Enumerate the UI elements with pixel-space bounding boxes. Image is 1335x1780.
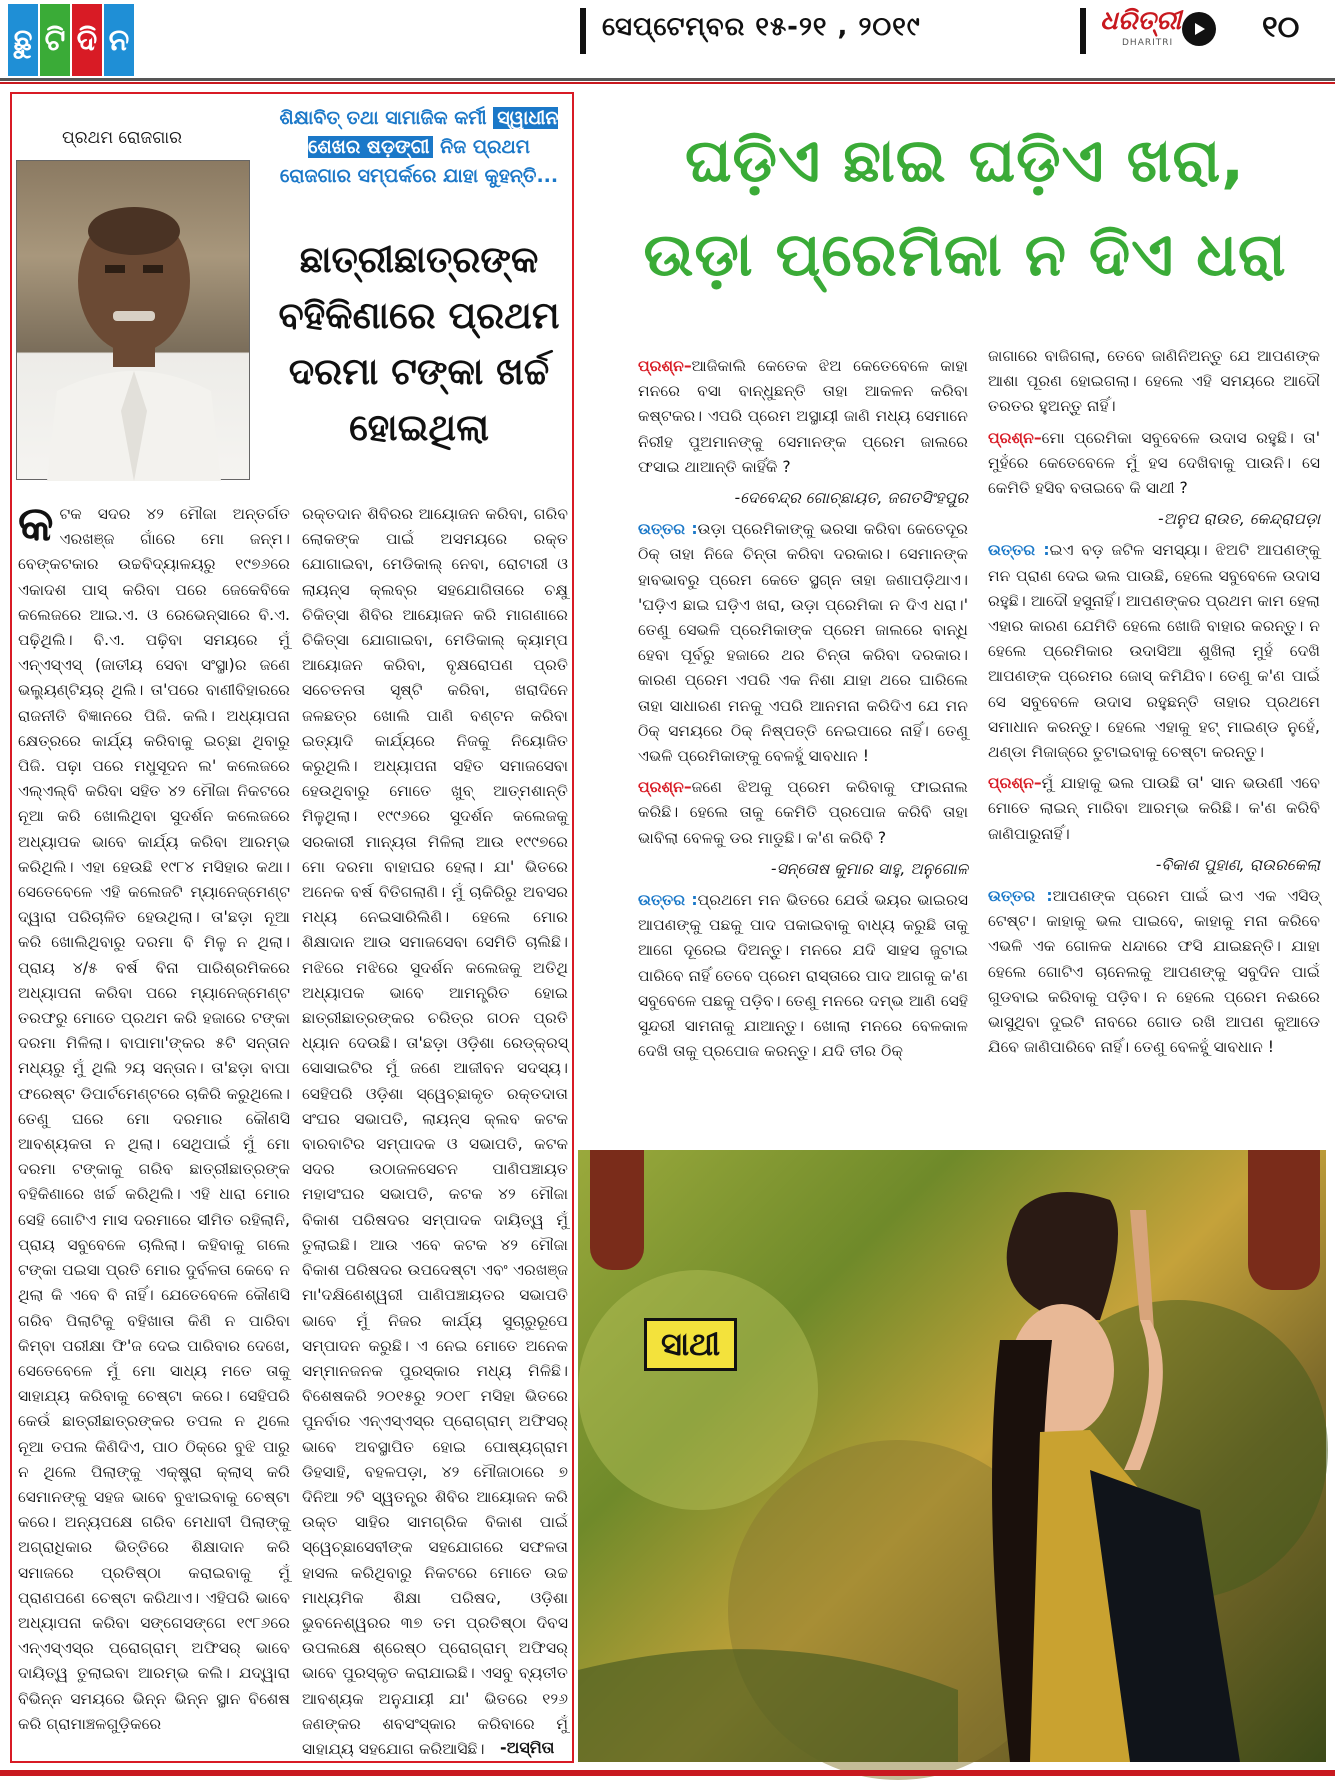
question-label: ପ୍ରଶ୍ନ– <box>638 778 692 797</box>
qa-text: ପ୍ରଥମେ ମନ ଭିତରେ ଯେଉଁ ଭୟର ଭାଇରସ ଆପଣଙ୍କୁ ପଛକୁ ପାଦ ପକାଇବାକୁ ବାଧ୍ୟ କରୁଛି ତାକୁ ଆଗେ ଦୂରେଇ ଦିଅନ୍ତୁ। ମନରେ ଯଦି ସାହସ ଜୁଟାଇ ପାରିବେ ନାହିଁ ତେବେ ପ୍ରେମ ରାସ୍ତାରେ ପାଦ ଆଗକୁ କ'ଣ ସବୁବେଳେ ପଛକୁ ପଡ଼ିବ। ତେଣୁ ମନରେ ଦମ୍ଭ ଆଣି ସେହି ସୁନ୍ଦରୀ ସାମନାକୁ ଯାଆନ୍ତୁ। ଖୋଲା ମନରେ ବେଳକାଳ ଦେଖି ତାକୁ ପ୍ରପୋଜ କରନ୍ତୁ। ଯଦି ତୀର ଠିକ୍‌ <box>638 891 968 1061</box>
qa-text: ଉଡ଼ା ପ୍ରେମିକାଙ୍କୁ ଭରସା କରିବା କେତେଦୂର ଠିକ୍‌ ତାହା ନିଜେ ଚିନ୍ତା କରିବା ଦରକାର। ସେମାନଙ୍କ ହାବଭାବରୁ ପ୍ରେମ କେତେ ସ୍ଥଗ୍ନ ତାହା ଜଣାପଡ଼ିଥାଏ। 'ଘଡ଼ିଏ ଛାଇ ଘଡ଼ିଏ ଖରା, ଉଡ଼ା ପ୍ରେମିକା ନ ଦିଏ ଧରା।' ତେଣୁ ସେଭଳି ପ୍ରେମିକାଙ୍କ ପ୍ରେମ ଜାଲରେ ବାନ୍ଧି ହେବା ପୂର୍ବରୁ ହଜାରେ ଥର ଚିନ୍ତା କରିବା ଦରକାର। କାରଣ ପ୍ରେମ ଏପରି ଏକ ନିଶା ଯାହା ଥରେ ଘାରିଲେ ତାହା ସାଧାରଣ ମନକୁ ଏପରି ଆନମନା କରିଦିଏ ଯେ ମନ ଠିକ୍‌ ସମୟରେ ଠିକ୍‌ ନିଷ୍ପତ୍ତି ନେଇପାରେ ନାହିଁ। ତେଣୁ ଏଭଳି ପ୍ରେମିକାଙ୍କୁ ବେଳହୁଁ ସାବଧାନ ! <box>638 520 968 766</box>
play-triangle <box>1190 20 1208 38</box>
qa-entry <box>638 775 968 851</box>
qa-headline <box>600 114 1330 302</box>
play-icon <box>1182 12 1216 46</box>
author-portrait <box>16 160 250 480</box>
question-byline: -ଅନୁପ ରାଉତ, କେନ୍ଦ୍ରାପଡ଼ା <box>1158 510 1320 529</box>
qa-entry <box>638 517 968 769</box>
section-masthead <box>8 4 134 76</box>
question-byline: -ସନ୍ତୋଷ କୁମାର ସାହୁ, ଅନୁଗୋଳ <box>770 859 968 878</box>
qa-entry <box>988 538 1320 765</box>
qa-entry <box>988 426 1320 502</box>
qa-entry <box>638 888 968 1064</box>
qa-text: ଜାଗାରେ ବାଜିଗଲା, ତେବେ ଜାଣିନିଅନ୍ତୁ ଯେ ଆପଣଙ୍କ ଆଶା ପୂରଣ ହୋଇଗଲା। ହେଲେ ଏହି ସମୟରେ ଆଦୌ ତରତର ହୁଅନ୍ତୁ ନାହିଁ। <box>988 347 1320 416</box>
answer-label: ଉତ୍ତର : <box>638 891 698 910</box>
answer-label: ଉତ୍ତର : <box>988 887 1053 906</box>
story-headline: ଛାତ୍ରୀଛାତ୍ରଙ୍କ ବହିକିଣାରେ ପ୍ରଥମ ଦରମା ଟଙ୍କା ଖର୍ଚ୍ଚ ହୋଇଥିଲା <box>278 238 560 449</box>
decor-pot <box>1248 1150 1320 1290</box>
portrait-illustration <box>17 161 251 481</box>
qa-text: ଆପଣଙ୍କ ପ୍ରେମ ପାଇଁ ଇଏ ଏକ ଏସିଡ୍‌ ଟେଷ୍ଟ। କାହାକୁ ଭଲ ପାଇବେ, କାହାକୁ ମନା କରିବେ ଏଭଳି ଏକ ଗୋଳକ ଧନ୍ଦାରେ ଫସି ଯାଇଛନ୍ତି। ଯାହା ହେଲେ ଗୋଟିଏ ଚାନେଲକୁ ଆପଣଙ୍କୁ ସବୁଦିନ ପାଇଁ ଗୁଡବାଇ କରିବାକୁ ପଡ଼ିବ। ନ ହେଲେ ପ୍ରେମ ନଈରେ ଭାସୁଥିବା ଦୁଇଟି ନାବରେ ଗୋଡ ରଖି ଆପଣ କୁଆଡେ ଯିବେ ଜାଣିପାରିବେ ନାହିଁ। ତେଣୁ ବେଳହୁଁ ସାବଧାନ ! <box>988 887 1320 1057</box>
qa-text: ଇଏ ବଡ଼ ଜଟିଳ ସମସ୍ୟା। ଝିଅଟି ଆପଣଙ୍କୁ ମନ ପ୍ରାଣ ଦେଇ ଭଲ ପାଉଛି, ହେଲେ ସବୁବେଳେ ଉଦାସ ରହୁଛି। ଆଦୌ ହସୁନାହିଁ। ଆପଣଙ୍କର ପ୍ରଥମ କାମ ହେଲା ଏହାର କାରଣ ଯେମିତି ହେଲେ ଖୋଜି ବାହାର କରନ୍ତୁ। ନ ହେଲେ ପ୍ରେମିକାର ଉଦାସିଆ ଶୁଖିଲା ମୁହଁ ଦେଖି ଆପଣଙ୍କ ପ୍ରେମର ଜୋସ୍‌ କମିଯିବ। ତେଣୁ କ'ଣ ପାଇଁ ସେ ସବୁବେଳେ ଉଦାସ ରହୁଛନ୍ତି ତାହାର ପ୍ରଥମେ ସମାଧାନ କରନ୍ତୁ। ହେଲେ ଏହାକୁ ହଟ୍‌ ମାଇଣ୍ଡ ନୁହେଁ, ଥଣ୍ଡା ମିଜାଜ୍‌ରେ ତୁଟାଇବାକୁ ଚେଷ୍ଟା କରନ୍ତୁ। <box>988 541 1320 762</box>
header-divider <box>1080 8 1086 54</box>
issue-date: ସେପ୍ଟେମ୍ବର ୧୫-୨୧ , ୨୦୧୯ <box>602 12 921 42</box>
intro-text: ଶିକ୍ଷାବିତ୍‌ ତଥା ସାମାଜିକ କର୍ମୀ <box>279 107 487 129</box>
masthead-letter: ଦି <box>72 4 102 76</box>
story-text: ଟକ ସଦର ୪୨ ମୌଜା ଅନ୍ତର୍ଗତ ଏରଖଞ୍ଜ ଗାଁରେ ମୋ ଜନ୍ମ। ବେଙ୍କଟକାର ଉଚ୍ଚବିଦ୍ୟାଳୟରୁ ୧୯୭୬ରେ ଏକାଦଶ ପାସ୍‌ କରିବା ପରେ ଜେକେବିକେ କଲେଜରେ ଆଇ.ଏ. ଓ ରେଭେନ୍ସାରେ ବି.ଏ. ପଢ଼ିଥିଲି। ବି.ଏ. ପଢ଼ିବା ସମୟରେ ମୁଁ ଏନ୍‌ଏସ୍‌ଏସ୍‌ (ଜାତୀୟ ସେବା ସଂସ୍ଥା)ର ଜଣେ ଭଲ୍ୟୁଣ୍ଟିୟର୍‌ ଥିଲି। ତା'ପରେ ବାଣୀବିହାରରେ ରାଜନୀତି ବିଜ୍ଞାନରେ ପିଜି. କଲି। ଅଧ୍ୟାପନା କ୍ଷେତ୍ରରେ କାର୍ଯ୍ୟ କରିବାକୁ ଇଚ୍ଛା ଥିବାରୁ ପିଜି. ପଢ଼ା ପରେ ମଧୁସୂଦନ ଲ' କଲେଜରେ ଏଲ୍‌ଏଲ୍‌ବି କରିବା ସହିତ ୪୨ ମୌଜା ନିକଟରେ ନୂଆ କରି ଖୋଲିଥିବା ସୁଦର୍ଶନ କଲେଜରେ ଅଧ୍ୟାପକ ଭାବେ କାର୍ଯ୍ୟ କରିବା ଆରମ୍ଭ କରିଥିଲି। ଏହା ହେଉଛି ୧୯୮୪ ମସିହାର କଥା। ସେତେବେଳେ ଏହି କଲେଜଟି ମ୍ୟାନେଜ୍‌ମେଣ୍ଟ ଦ୍ୱାରା ପରିଚାଳିତ ହେଉଥିଲା। ତା'ଛଡ଼ା ନୂଆ କରି ଖୋଲିଥିବାରୁ ଦରମା ବି ମିଳୁ ନ ଥିଲା। ପ୍ରାୟ ୪/୫ ବର୍ଷ ବିନା ପାରିଶ୍ରମିକରେ ଅଧ୍ୟାପନା କରିବା ପରେ ମ୍ୟାନେଜ୍‌ମେଣ୍ଟ ତରଫରୁ ମୋତେ ପ୍ରଥମ କରି ହଜାରେ ଟଙ୍କା ଦରମା ମିଳିଲା। ବାପାମା'ଙ୍କର ୫ଟି ସନ୍ତାନ ମଧ୍ୟରୁ ମୁଁ ଥିଲି ୨ୟ ସନ୍ତାନ। ତା'ଛଡ଼ା ବାପା ଫରେଷ୍ଟ ଡିପାର୍ଟମେଣ୍ଟରେ ଚାକିରି କରୁଥିଲେ। ତେଣୁ ଘରେ ମୋ ଦରମାର କୌଣସି ଆବଶ୍ୟକତା ନ ଥିଲା। ସେଥିପାଇଁ ମୁଁ ମୋ ଦରମା ଟଙ୍କାକୁ ଗରିବ ଛାତ୍ରୀଛାତ୍ରଙ୍କ ବହିକିଣାରେ ଖର୍ଚ୍ଚ କରିଥିଲି। ଏହି ଧାରା ମୋର ସେହି ଗୋଟିଏ ମାସ ଦରମାରେ ସୀମିତ ରହିଲାନି, ପ୍ରାୟ ସବୁବେଳେ ଚାଲିଲା। କହିବାକୁ ଗଲେ ଟଙ୍କା ପଇସା ପ୍ରତି ମୋର ଦୁର୍ବଳତା କେବେ ନ ଥିଲା କି ଏବେ ବି ନାହିଁ। ଯେତେବେଳେ କୌଣସି ଗରିବ ପିଲାଟିକୁ ବହିଖାତା କିଣି ନ ପାରିବା କିମ୍ବା ପରୀକ୍ଷା ଫି'ଜ ଦେଇ ପାରିବାର ଦେଖେ, ସେତେବେଳେ ମୁଁ ମୋ ସାଧ୍ୟ ମତେ ତାକୁ ସାହାଯ୍ୟ କରିବାକୁ ଚେଷ୍ଟା କରେ। ସେହିପରି କେଉଁ ଛାତ୍ରୀଛାତ୍ରଙ୍କର ତପଲ ନ ଥିଲେ ନୂଆ ତପଲ କିଣିଦିଏ, ପାଠ ଠିକ୍‌ରେ ବୁଝି ପାରୁ ନ ଥିଲେ ପିଲାଙ୍କୁ ଏକ୍‌ଷ୍ଟ୍ରା କ୍ଲାସ୍‌ କରି ସେମାନଙ୍କୁ ସହଜ ଭାବେ ବୁଝାଇବାକୁ ଚେଷ୍ଟା କରେ। ଅନ୍ୟପକ୍ଷେ ଗରିବ ମେଧାବୀ ପିଲାଙ୍କୁ ଅଗ୍ରାଧିକାର ଭିତ୍ତିରେ ଶିକ୍ଷାଦାନ କରି ସମାଜରେ ପ୍ରତିଷ୍ଠା କରାଇବାକୁ ମୁଁ ପ୍ରାଣପଣେ ଚେଷ୍ଟା କରିଥାଏ। ଏହିପରି ଭାବେ ଅଧ୍ୟାପନା କରିବା ସଙ୍ଗେସଙ୍ଗେ ୧୯୮୬ରେ ଏନ୍‌ଏସ୍‌ଏସ୍‌ର ପ୍ରୋଗ୍ରାମ୍‌ ଅଫିସର୍‌ ଭାବେ ଦାୟିତ୍ୱ ତୁଲାଇବା ଆରମ୍ଭ କଲି। ଯଦ୍ୱାରା ବିଭିନ୍ନ ସମୟରେ ଭିନ୍ନ ଭିନ୍ନ ସ୍ଥାନ ବିଶେଷ କରି ଗ୍ରାମାଞ୍ଚଳଗୁଡ଼ିକରେ <box>18 505 290 1733</box>
question-byline: -ବିକାଶ ପୁହାଣ, ରାଉରକେଲା <box>1155 855 1320 874</box>
question-byline: -ଦେବେନ୍ଦ୍ର ଗୋଚ୍ଛାୟତ, ଜଗତସିଂହପୁର <box>734 489 968 508</box>
qa-column-1 <box>638 354 968 1094</box>
qa-text: ମୋ ପ୍ରେମିକା ସବୁବେଳେ ଉଦାସ ରହୁଛି। ତା' ମୁହଁରେ କେତେବେଳେ ମୁଁ ହସ ଦେଖିବାକୁ ପାଉନି। ସେ କେମିତି ହସିବ ବତାଇବେ କି ସାଥୀ ? <box>988 428 1320 498</box>
story-column-1 <box>18 496 290 1762</box>
masthead-letter: ନ <box>104 4 134 76</box>
qa-entry <box>988 771 1320 847</box>
drop-cap: କ <box>18 496 54 552</box>
question-label: ପ୍ରଶ୍ନ– <box>988 774 1042 793</box>
qa-column-2 <box>988 344 1320 1084</box>
qa-text: ଜଣେ ଝିଅକୁ ପ୍ରେମ କରିବାକୁ ଫାଇନାଲ କରିଛି। ହେଲେ ତାକୁ କେମିତି ପ୍ରପୋଜ କରିବି ତାହା ଭାବିଲା ବେଳକୁ ଡର ମାଡୁଛି। କ'ଣ କରିବି ? <box>638 778 968 847</box>
intro-person-name: ସ୍ୱାଧୀନ ଶେଖର ଷଡ଼ଙ୍ଗୀ <box>308 107 559 158</box>
answer-label: ଉତ୍ତର : <box>638 520 698 539</box>
story-text: ରକ୍ତଦାନ ଶିବିରର ଆୟୋଜନ କରିବା, ଗରିବ ଲୋକଙ୍କ ପାଇଁ ଅସମୟରେ ରକ୍ତ ଯୋଗାଇବା, ମେଡିକାଲ୍‌ ନେବା, ରୋଟାରୀ ଓ ଲାୟନ୍ସ କ୍ଲବ୍‌ର ସହଯୋଗିତାରେ ଚକ୍ଷୁ ଚିକିତ୍ସା ଶିବିର ଆୟୋଜନ କରି ମାଗଣାରେ ଚିକିତ୍ସା ଯୋଗାଇବା, ମେଡିକାଲ୍‌ କ୍ୟାମ୍ପ ଆୟୋଜନ କରିବା, ବୃକ୍ଷରୋପଣ ପ୍ରତି ସଚେତନତା ସୃଷ୍ଟି କରିବା, ଖରାଦିନେ ଜଳଛତ୍ର ଖୋଲି ପାଣି ବଣ୍ଟନ କରିବା ଇତ୍ୟାଦି କାର୍ଯ୍ୟରେ ନିଜକୁ ନିୟୋଜିତ କରୁଥିଲି। ଅଧ୍ୟାପନା ସହିତ ସମାଜସେବା ହେଉଥିବାରୁ ମୋତେ ଖୁବ୍‌ ଆତ୍ମଶାନ୍ତି ମିଳୁଥିଲା। ୧୯୯୬ରେ ସୁଦର୍ଶନ କଲେଜକୁ ସରକାରୀ ମାନ୍ୟତା ମିଳିଲା ଆଉ ୧୯୯୭ରେ ମୋ ଦରମା ବାହାଘର ହେଲା। ଯା' ଭିତରେ ଅନେକ ବର୍ଷ ବିତିଗଲାଣି। ମୁଁ ଚାକିରିରୁ ଅବସର ମଧ୍ୟ ନେଇସାରିଲିଣି। ହେଲେ ମୋର ଶିକ୍ଷାଦାନ ଆଉ ସମାଜସେବା ସେମିତି ଚାଲିଛି। ମଝିରେ ମଝିରେ ସୁଦର୍ଶନ କଲେଜକୁ ଅତିଥି ଅଧ୍ୟାପକ ଭାବେ ଆମନ୍ତ୍ରିତ ହୋଇ ଛାତ୍ରୀଛାତ୍ରଙ୍କର ଚରିତ୍ର ଗଠନ ପ୍ରତି ଧ୍ୟାନ ଦେଉଛି। ତା'ଛଡ଼ା ଓଡ଼ିଶା ରେଡ୍‌କ୍ରସ୍‌ ସୋସାଇଟିର ମୁଁ ଜଣେ ଆଜୀବନ ସଦସ୍ୟ। ସେହିପରି ଓଡ଼ିଶା ସ୍ୱେଚ୍ଛାକୃତ ରକ୍ତଦାତା ସଂଘର ସଭାପତି, ଲାୟନ୍ସ କ୍ଲବ କଟକ ବାରବାଟିର ସମ୍ପାଦକ ଓ ସଭାପତି, କଟକ ସଦର ଉଠାଜଳସେଚନ ପାଣିପଞ୍ଚାୟତ ମହାସଂଘର ସଭାପତି, କଟକ ୪୨ ମୌଜା ବିକାଶ ପରିଷଦର ସମ୍ପାଦକ ଦାୟିତ୍ୱ ମୁଁ ତୁଲାଇଛି। ଆଉ ଏବେ କଟକ ୪୨ ମୌଜା ବିକାଶ ପରିଷଦର ଉପଦେଷ୍ଟା ଏବଂ ଏରଖଞ୍ଜ ମା'ଦକ୍ଷିଣେଶ୍ୱରୀ ପାଣିପଞ୍ଚାୟତର ସଭାପତି ଭାବେ ମୁଁ ନିଜର କାର୍ଯ୍ୟ ସୁଚାରୁରୂପେ ସମ୍ପାଦନ କରୁଛି। ଏ ନେଇ ମୋତେ ଅନେକ ସମ୍ମାନଜନକ ପୁରସ୍କାର ମଧ୍ୟ ମିଳିଛି। ବିଶେଷକରି ୨୦୧୫ରୁ ୨୦୧୮ ମସିହା ଭିତରେ ପୁନର୍ବାର ଏନ୍‌ଏସ୍‌ଏସ୍‌ର ପ୍ରୋଗ୍ରାମ୍‌ ଅଫିସର୍‌ ଭାବେ ଅବସ୍ଥାପିତ ହୋଇ ପୋଷ୍ୟଗ୍ରାମ ଡିହସାହି, ବହଳପଡ଼ା, ୪୨ ମୌଜାଠାରେ ୭ ଦିନିଆ ୨ଟି ସ୍ୱତନ୍ତ୍ର ଶିବିର ଆୟୋଜନ କରି ଉକ୍ତ ସାହିର ସାମଗ୍ରିକ ବିକାଶ ପାଇଁ ସ୍ୱେଚ୍ଛାସେବୀଙ୍କ ସହଯୋଗରେ ସଫଳତା ହାସଲ କରିଥିବାରୁ ନିକଟରେ ମୋତେ ଉଚ୍ଚ ମାଧ୍ୟମିକ ଶିକ୍ଷା ପରିଷଦ, ଓଡ଼ିଶା ଭୁବନେଶ୍ୱରର ୩୭ ତମ ପ୍ରତିଷ୍ଠା ଦିବସ ଉପଲକ୍ଷେ ଶ୍ରେଷ୍ଠ ପ୍ରୋଗ୍ରାମ୍‌ ଅଫିସର୍‌ ଭାବେ ପୁରସ୍କୃତ କରାଯାଇଛି। ଏସବୁ ବ୍ୟତୀତ ଆବଶ୍ୟକ ଅନୁଯାୟୀ ଯା' ଭିତରେ ୧୨୬ ଜଣଙ୍କର ଶବସଂସ୍କାର କରିବାରେ ମୁଁ ସାହାଯ୍ୟ ସହଯୋଗ କରିଆସିଛି। <box>302 505 568 1758</box>
answer-label: ଉତ୍ତର : <box>988 541 1050 560</box>
model-illustration <box>940 1170 1240 1762</box>
masthead-letter: ଛୁ <box>8 4 38 76</box>
footer-rule <box>0 1770 1335 1776</box>
header-rule-red <box>0 82 1335 84</box>
photo-badge: ସାଥୀ <box>644 1318 737 1371</box>
question-label: ପ୍ରଶ୍ନ– <box>638 357 692 375</box>
masthead-letter: ଟି <box>40 4 70 76</box>
intro-text: ନିଜ ପ୍ରଥମ ରୋଜଗାର ସମ୍ପର୍କରେ ଯାହା କୁହନ୍ତି... <box>279 136 559 187</box>
model-figure <box>940 1170 1240 1762</box>
decor-pot <box>590 1150 644 1270</box>
brand-logo-sub: DHARITRI <box>1122 38 1174 48</box>
qa-entry <box>988 344 1320 420</box>
qa-entry <box>988 884 1320 1060</box>
story-kicker: ପ୍ରଥମ ରୋଜଗାର <box>62 128 183 148</box>
page-number: ୧୦ <box>1262 10 1300 45</box>
headline-line: ଘଡ଼ିଏ ଛାଇ ଘଡ଼ିଏ ଖରା, <box>685 126 1245 196</box>
story-signoff: -ଅସ୍ମିତା <box>500 1738 555 1757</box>
header-divider <box>580 8 586 54</box>
question-label: ପ୍ରଶ୍ନ– <box>988 428 1042 447</box>
qa-text: ମୁଁ ଯାହାକୁ ଭଲ ପାଉଛି ତା' ସାନ ଭଉଣୀ ଏବେ ମୋତେ ଲାଇନ୍‌ ମାରିବା ଆରମ୍ଭ କରିଛି। କ'ଣ କରିବି ଜାଣିପାରୁନାହିଁ। <box>988 774 1320 843</box>
story-intro <box>272 104 566 191</box>
brand-logo: ଧରିତ୍ରୀ <box>1100 6 1182 36</box>
qa-text: ଆଜିକାଲି କେତେକ ଝିଅ କେତେବେଳେ କାହା ମନରେ ବସା ବାନ୍ଧୁଛନ୍ତି ତାହା ଆକଳନ କରିବା କଷ୍ଟକର। ଏପରି ପ୍ରେମ ଅସ୍ଥାୟୀ ଜାଣି ମଧ୍ୟ ସେମାନେ ନିରୀହ ପୁଅମାନଙ୍କୁ ସେମାନଙ୍କ ପ୍ରେମ ଜାଲରେ ଫସାଇ ଥାଆନ୍ତି କାହିଁକି ? <box>638 357 968 476</box>
header-rule <box>0 78 1335 81</box>
headline-line: ଉଡ଼ା ପ୍ରେମିକା ନ ଦିଏ ଧରା <box>643 220 1287 290</box>
qa-entry <box>638 354 968 480</box>
